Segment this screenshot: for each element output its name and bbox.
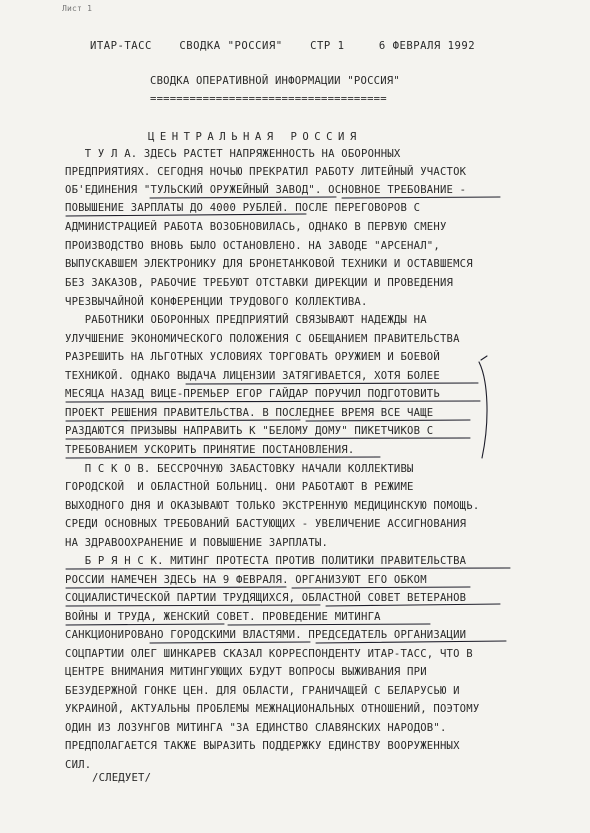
body-line: ОБ'ЕДИНЕНИЯ "ТУЛЬСКИЙ ОРУЖЕЙНЫЙ ЗАВОД". ОСНОВНОЕ ТРЕБОВАНИЕ -: [65, 184, 467, 196]
ink-underline: [66, 587, 286, 588]
body-line: САНКЦИОНИРОВАНО ГОРОДСКИМИ ВЛАСТЯМИ. ПРЕДСЕДАТЕЛЬ ОРГАНИЗАЦИИ: [65, 629, 467, 641]
ink-underline: [66, 401, 480, 402]
body-line: ВОЙНЫ И ТРУДА, ЖЕНСКИЙ СОВЕТ. ПРОВЕДЕНИЕ МИТИНГА: [65, 611, 381, 623]
continuation-mark: /СЛЕДУЕТ/: [92, 772, 152, 784]
header-bulletin: СВОДКА "РОССИЯ": [179, 40, 283, 52]
ink-underline: [228, 624, 430, 625]
region-heading: ЦЕНТРАЛЬНАЯ РОССИЯ: [148, 131, 362, 143]
header-date: 6 ФЕВРАЛЯ 1992: [378, 40, 476, 52]
body-line: НА ЗДРАВООХРАНЕНИЕ И ПОВЫШЕНИЕ ЗАРПЛАТЫ.: [65, 537, 329, 549]
ink-bracket: [481, 356, 487, 360]
body-line: ВЫПУСКАВШЕМ ЭЛЕКТРОНИКУ ДЛЯ БРОНЕТАНКОВОЙ ТЕХНИКИ И ОСТАВШЕМСЯ: [65, 258, 473, 270]
header-page: СТР 1: [310, 40, 345, 52]
body-line: СИЛ.: [65, 759, 92, 771]
ink-underline: [66, 438, 470, 439]
body-line: СРЕДИ ОСНОВНЫХ ТРЕБОВАНИЙ БАСТУЮЩИХ - УВЕЛИЧЕНИЕ АССИГНОВАНИЯ: [65, 518, 467, 530]
body-line: ПРОИЗВОДСТВО ВНОВЬ БЫЛО ОСТАНОВЛЕНО. НА ЗАВОДЕ "АРСЕНАЛ",: [65, 240, 440, 252]
ink-underline: [292, 587, 470, 588]
ink-bracket: [479, 362, 487, 458]
body-line: МЕСЯЦА НАЗАД ВИЦЕ-ПРЕМЬЕР ЕГОР ГАЙДАР ПОРУЧИЛ ПОДГОТОВИТЬ: [65, 388, 440, 400]
body-line: УКРАИНОЙ, АКТУАЛЬНЫ ПРОБЛЕМЫ МЕЖНАЦИОНАЛЬНЫХ ОТНОШЕНИЙ, ПОЭТОМУ: [65, 703, 480, 715]
ink-underline: [186, 383, 478, 384]
ink-underline: [66, 420, 300, 421]
body-line: ЧРЕЗВЫЧАЙНОЙ КОНФЕРЕНЦИИ ТРУДОВОГО КОЛЛЕКТИВА.: [65, 296, 368, 308]
body-line: АДМИНИСТРАЦИЕЙ РАБОТА ВОЗОБНОВИЛАСЬ, ОДНАКО В ПЕРВУЮ СМЕНУ: [65, 221, 447, 233]
ink-underline: [66, 457, 380, 458]
ink-underline: [66, 605, 320, 606]
ink-underline: [66, 624, 224, 625]
ink-underline: [66, 568, 510, 569]
ink-underline: [150, 642, 310, 643]
body-line: ТРЕБОВАНИЕМ УСКОРИТЬ ПРИНЯТИЕ ПОСТАНОВЛЕНИЯ.: [65, 444, 355, 456]
ink-underline: [326, 604, 500, 606]
body-line: УЛУЧШЕНИЕ ЭКОНОМИЧЕСКОГО ПОЛОЖЕНИЯ С ОБЕЩАНИЕМ ПРАВИТЕЛЬСТВА: [65, 333, 460, 345]
body-line: П С К О В. БЕССРОЧНУЮ ЗАБАСТОВКУ НАЧАЛИ КОЛЛЕКТИВЫ: [65, 463, 414, 475]
ink-underline: [66, 214, 306, 216]
body-line: ОДИН ИЗ ЛОЗУНГОВ МИТИНГА "ЗА ЕДИНСТВО СЛАВЯНСКИХ НАРОДОВ".: [65, 722, 447, 734]
body-line: ЦЕНТРЕ ВНИМАНИЯ МИТИНГУЮЩИХ БУДУТ ВОПРОСЫ ВЫЖИВАНИЯ ПРИ: [65, 666, 427, 678]
body-line: ТЕХНИКОЙ. ОДНАКО ВЫДАЧА ЛИЦЕНЗИИ ЗАТЯГИВАЕТСЯ, ХОТЯ БОЛЕЕ: [65, 370, 440, 382]
title-rule: ====================================: [150, 93, 387, 105]
body-line: СОЦПАРТИИ ОЛЕГ ШИНКАРЕВ СКАЗАЛ КОРРЕСПОНДЕНТУ ИТАР-ТАСС, ЧТО В: [65, 648, 473, 660]
body-line: ГОРОДСКОЙ И ОБЛАСТНОЙ БОЛЬНИЦ. ОНИ РАБОТАЮТ В РЕЖИМЕ: [65, 481, 414, 493]
document-title: СВОДКА ОПЕРАТИВНОЙ ИНФОРМАЦИИ "РОССИЯ": [150, 75, 400, 87]
corner-mark: Лист 1: [62, 4, 93, 13]
ink-underline: [306, 420, 470, 421]
body-line: РАЗРЕШИТЬ НА ЛЬГОТНЫХ УСЛОВИЯХ ТОРГОВАТЬ ОРУЖИЕМ И БОЕВОЙ: [65, 351, 440, 363]
header-agency: ИТАР-ТАСС: [90, 40, 152, 52]
body-line: ПРЕДПРИЯТИЯХ. СЕГОДНЯ НОЧЬЮ ПРЕКРАТИЛ РАБОТУ ЛИТЕЙНЫЙ УЧАСТОК: [65, 166, 467, 178]
body-line: ВЫХОДНОГО ДНЯ И ОКАЗЫВАЮТ ТОЛЬКО ЭКСТРЕННУЮ МЕДИЦИНСКУЮ ПОМОЩЬ.: [65, 500, 480, 512]
body-line: ПОВЫШЕНИЕ ЗАРПЛАТЫ ДО 4000 РУБЛЕЙ. ПОСЛЕ ПЕРЕГОВОРОВ С: [65, 202, 421, 214]
body-line: ПРОЕКТ РЕШЕНИЯ ПРАВИТЕЛЬСТВА. В ПОСЛЕДНЕЕ ВРЕМЯ ВСЕ ЧАЩЕ: [65, 407, 434, 419]
body-line: РАЗДАЮТСЯ ПРИЗЫВЫ НАПРАВИТЬ К "БЕЛОМУ ДОМУ" ПИКЕТЧИКОВ С: [65, 425, 434, 437]
ink-underline: [150, 197, 336, 198]
body-line: Б Р Я Н С К. МИТИНГ ПРОТЕСТА ПРОТИВ ПОЛИТИКИ ПРАВИТЕЛЬСТВА: [65, 555, 467, 567]
body-line: БЕЗУДЕРЖНОЙ ГОНКЕ ЦЕН. ДЛЯ ОБЛАСТИ, ГРАНИЧАЩЕЙ С БЕЛАРУСЬЮ И: [65, 685, 460, 697]
body-line: РАБОТНИКИ ОБОРОННЫХ ПРЕДПРИЯТИЙ СВЯЗЫВАЮТ НАДЕЖДЫ НА: [65, 314, 427, 326]
body-line: ПРЕДПОЛАГАЕТСЯ ТАКЖЕ ВЫРАЗИТЬ ПОДДЕРЖКУ ЕДИНСТВУ ВООРУЖЕННЫХ: [65, 740, 460, 752]
body-line: СОЦИАЛИСТИЧЕСКОЙ ПАРТИИ ТРУДЯЩИХСЯ, ОБЛАСТНОЙ СОВЕТ ВЕТЕРАНОВ: [65, 592, 467, 604]
body-line: БЕЗ ЗАКАЗОВ, РАБОЧИЕ ТРЕБУЮТ ОТСТАВКИ ДИРЕКЦИИ И ПРОВЕДЕНИЯ: [65, 277, 454, 289]
ink-underline: [316, 641, 506, 643]
body-line: РОССИИ НАМЕЧЕН ЗДЕСЬ НА 9 ФЕВРАЛЯ. ОРГАНИЗУЮТ ЕГО ОБКОМ: [65, 574, 427, 586]
ink-underline: [342, 197, 500, 198]
body-line: Т У Л А. ЗДЕСЬ РАСТЕТ НАПРЯЖЕННОСТЬ НА ОБОРОННЫХ: [65, 148, 401, 160]
